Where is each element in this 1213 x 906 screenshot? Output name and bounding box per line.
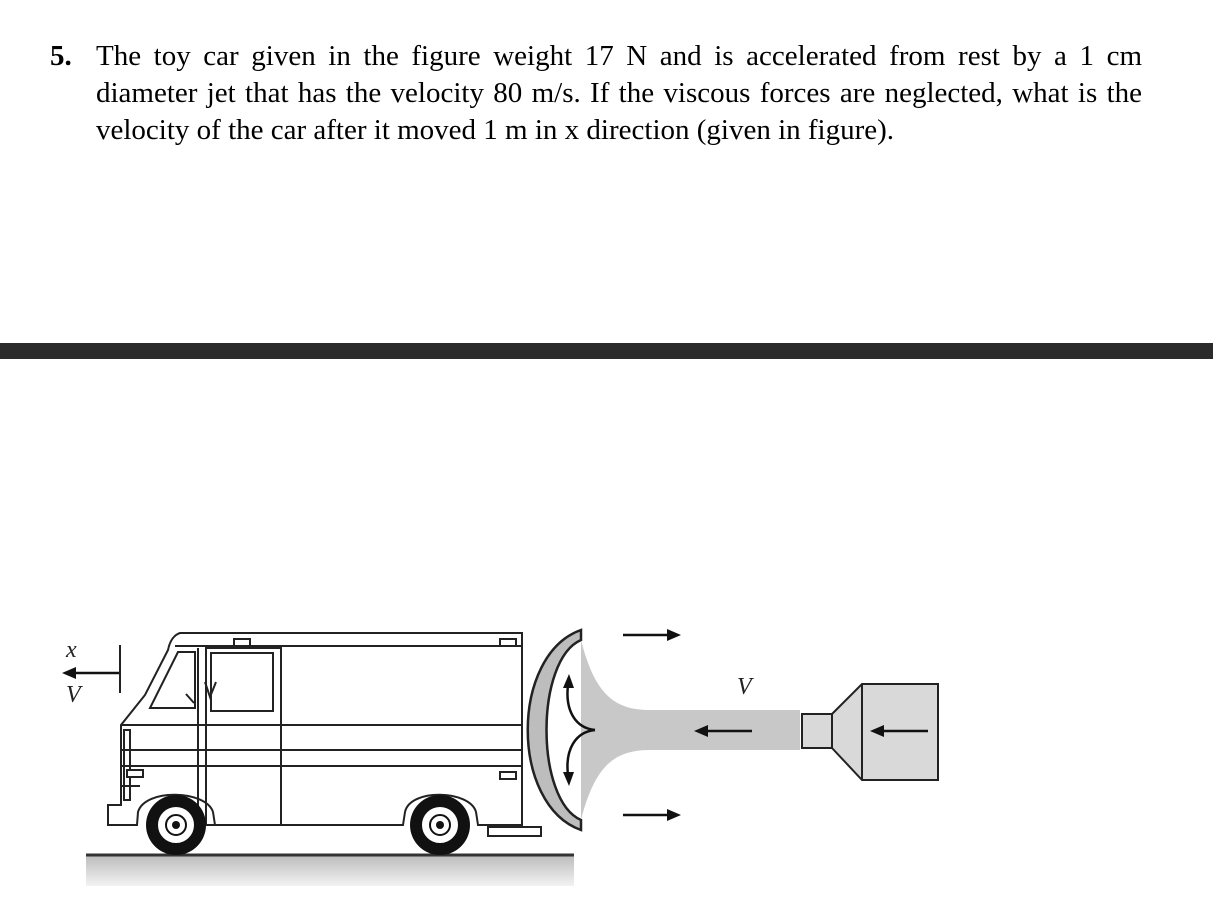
jet-velocity-label: V [737,674,752,700]
problem-text: The toy car given in the figure weight 17 N and is accelerated from rest by a 1 cm diameter jet that has the velocity 80 m/s. If the viscous forces are neglected, what is the velocity of the car after it moved 1 m in x direction (given in figure). [96,40,1142,146]
jet-spread [581,640,800,820]
marker-light [127,770,143,777]
rear-wheel [410,795,470,855]
section-divider [0,343,1213,359]
front-wheel [146,795,206,855]
x-axis-label: x [66,637,77,663]
van [108,633,541,855]
figure-drawing [0,600,1213,901]
rear-bumper [488,827,541,836]
marker-light [500,639,516,646]
jet-nozzle [802,684,938,780]
marker-light [234,639,250,646]
deflector-vane [528,630,581,830]
jet-propelled-van-figure [0,600,1213,901]
problem-number: 5. [50,40,72,72]
ground-shadow [86,856,574,886]
door-window [211,653,273,711]
car-velocity-label: V [66,682,81,708]
marker-light [500,772,516,779]
car-motion-indicator [62,637,120,708]
